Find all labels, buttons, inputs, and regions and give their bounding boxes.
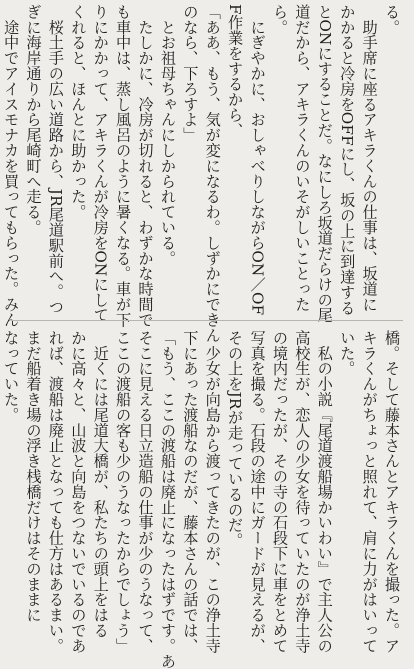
article-text-upper bbox=[2, 4, 403, 343]
text-column: ぎに海岸通りから尾崎町へ走る。 bbox=[24, 4, 43, 235]
text-column: ら。 bbox=[270, 4, 289, 35]
text-column: たしかに、冷房が切れると、わずかな時間で bbox=[136, 4, 155, 328]
text-column: かに高々と、山波と向島をつないでいるのであ bbox=[69, 330, 88, 654]
text-column: ここの渡船の客も少のうなったからでしょう」 bbox=[114, 330, 133, 654]
text-column: そこに見える日立造船の仕事が少のうなって、 bbox=[136, 330, 155, 654]
text-column: 写真を撮る。石段の途中にガードが見えるが、 bbox=[248, 330, 267, 654]
column-divider bbox=[11, 320, 403, 321]
text-column: かかると冷房をOFFにし、坂の上に到達する bbox=[338, 4, 357, 316]
text-column: 道だから、アキラくんのいそがしいことった bbox=[293, 4, 312, 312]
text-column: まだ船着き場の浮き桟橋だけはそのままに bbox=[24, 330, 43, 623]
text-column: 途中でアイスモナカを買ってもらった。みん bbox=[2, 4, 21, 328]
text-column: F作業をするから、 bbox=[226, 4, 245, 138]
text-column: 助手席に座るアキラくんの仕事は、坂道に bbox=[360, 4, 379, 312]
text-column: なっていた。 bbox=[2, 330, 21, 423]
text-column: その上をJRが走っているのだ。 bbox=[226, 330, 245, 549]
text-column: とONにすることだ。なにしろ坂道だらけの尾 bbox=[315, 4, 334, 323]
text-column: くれると、ほんとに助かった。 bbox=[69, 4, 88, 220]
text-column: 「もう、ここの渡船は廃止になったはずです。あ bbox=[158, 330, 177, 669]
text-column: 橋。そして藤本さんとアキラくんを撮った。ア bbox=[383, 330, 401, 654]
text-column: れば、渡船は廃止となっても仕方はあるまい。 bbox=[46, 330, 65, 654]
text-column: とお祖母ちゃんにしかられている。 bbox=[158, 4, 177, 266]
text-column: のなら、下ろすよ」 bbox=[181, 4, 200, 143]
text-column: 少女が向島から渡ってきたのが、この浄土寺 bbox=[203, 330, 222, 654]
text-column: も車中は、蒸し風呂のように暑くなる。車が下 bbox=[114, 4, 133, 328]
text-column: いた。 bbox=[338, 330, 357, 377]
article-text-lower bbox=[2, 330, 403, 669]
text-column: る。 bbox=[383, 4, 401, 35]
text-column: 近くには尾道大橋が、私たちの頭上をはる bbox=[91, 330, 110, 638]
text-column: 「ああ、もう、気が変になるわ。しずかにできん bbox=[203, 4, 222, 343]
text-column: キラくんがちょっと照れて、肩に力がはいって bbox=[360, 330, 379, 654]
text-column: 下にあった渡船なのだが、藤本さんの話では、 bbox=[181, 330, 200, 654]
text-column: にぎやかに、おしゃべりしながらON／OF bbox=[248, 4, 267, 316]
text-column: 高校生が、恋人の少女を待っていたのが浄土寺 bbox=[293, 330, 312, 654]
text-column: 桜土手の広い道路から、JR尾道駅前へ。つ bbox=[46, 4, 65, 315]
text-column: りにかかって、アキラくんが冷房をONにして bbox=[91, 4, 110, 323]
text-column: 私の小説『尾道渡船場かいわい』で主人公の bbox=[315, 330, 334, 654]
text-column: の境内だったが、その寺の石段下に車をとめて bbox=[270, 330, 289, 654]
